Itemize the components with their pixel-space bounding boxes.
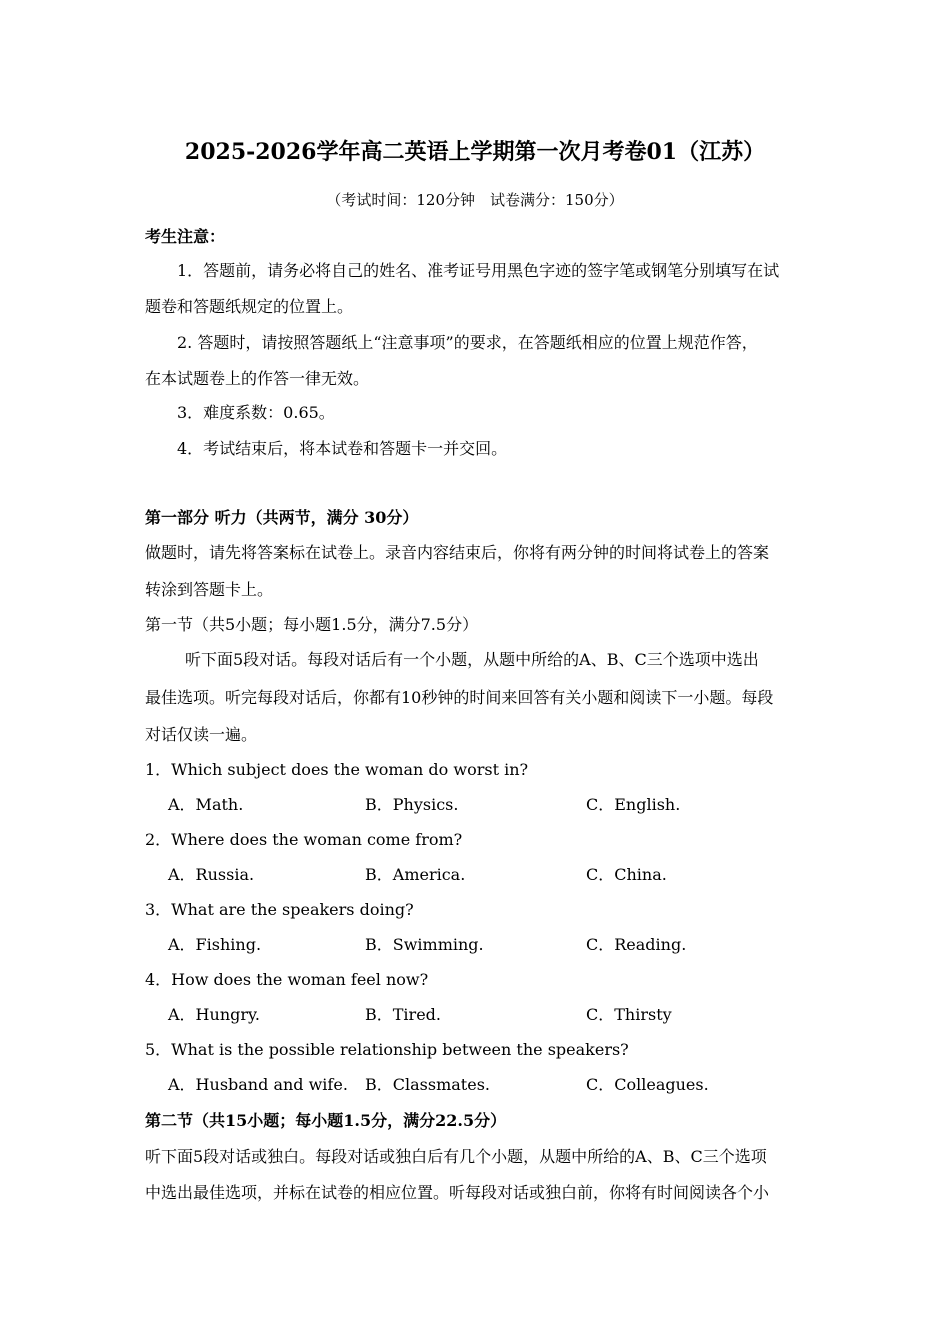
notice-line: 在本试题卷上的作答一律无效。 bbox=[145, 369, 370, 388]
question-stem: 1．Which subject does the woman do worst in? bbox=[145, 760, 529, 779]
option-b: B．America. bbox=[365, 865, 466, 884]
section1-intro-line: 对话仅读一遍。 bbox=[145, 725, 258, 744]
option-c: C．English. bbox=[586, 795, 681, 814]
notice-line: 2. 答题时，请按照答题纸上“注意事项”的要求，在答题纸相应的位置上规范作答， bbox=[177, 333, 758, 352]
part1-intro-line: 做题时，请先将答案标在试卷上。录音内容结束后，你将有两分钟的时间将试卷上的答案 bbox=[145, 543, 770, 562]
section1-intro-line: 听下面5段对话。每段对话后有一个小题，从题中所给的A、B、C三个选项中选出 bbox=[185, 650, 759, 669]
part1-intro-line: 转涂到答题卡上。 bbox=[145, 580, 274, 599]
notice-line: 题卷和答题纸规定的位置上。 bbox=[145, 297, 354, 316]
option-c: C．Colleagues. bbox=[586, 1075, 709, 1094]
question-stem: 3．What are the speakers doing? bbox=[145, 900, 414, 919]
notice-line: 1．答题前，请务必将自己的姓名、准考证号用黑色字迹的签字笔或钢笔分别填写在试 bbox=[177, 261, 780, 280]
section2-intro-line: 中选出最佳选项，并标在试卷的相应位置。听每段对话或独白前，你将有时间阅读各个小 bbox=[145, 1183, 770, 1202]
section1-intro-line: 最佳选项。听完每段对话后，你都有10秒钟的时间来回答有关小题和阅读下一小题。每段 bbox=[145, 688, 774, 707]
exam-subtitle: （考试时间：120分钟 试卷满分：150分） bbox=[326, 191, 624, 209]
option-b: B．Physics. bbox=[365, 795, 459, 814]
notice-line: 4．考试结束后，将本试卷和答题卡一并交回。 bbox=[177, 439, 508, 458]
question-stem: 4．How does the woman feel now? bbox=[145, 970, 429, 989]
option-b: B．Tired. bbox=[365, 1005, 441, 1024]
section1-heading: 第一节（共5小题；每小题1.5分，满分7.5分） bbox=[145, 615, 479, 634]
option-b: B．Swimming. bbox=[365, 935, 484, 954]
question-stem: 5．What is the possible relationship between the speakers? bbox=[145, 1040, 629, 1059]
notice-heading: 考生注意： bbox=[145, 227, 226, 246]
option-b: B．Classmates. bbox=[365, 1075, 490, 1094]
option-c: C．Thirsty bbox=[586, 1005, 672, 1024]
exam-title: 2025-2026学年高二英语上学期第一次月考卷01（江苏） bbox=[184, 139, 766, 165]
part1-heading: 第一部分 听力（共两节，满分 30分） bbox=[145, 508, 419, 527]
question-stem: 2．Where does the woman come from? bbox=[145, 830, 463, 849]
option-a: A．Husband and wife. bbox=[168, 1075, 348, 1094]
section2-intro-line: 听下面5段对话或独白。每段对话或独白后有几个小题，从题中所给的A、B、C三个选项 bbox=[145, 1147, 767, 1166]
option-c: C．China. bbox=[586, 865, 667, 884]
option-c: C．Reading. bbox=[586, 935, 687, 954]
option-a: A．Math. bbox=[168, 795, 244, 814]
option-a: A．Russia. bbox=[168, 865, 255, 884]
option-a: A．Fishing. bbox=[168, 935, 262, 954]
notice-line: 3．难度系数：0.65。 bbox=[177, 403, 335, 422]
section2-heading: 第二节（共15小题；每小题1.5分，满分22.5分） bbox=[145, 1111, 507, 1130]
option-a: A．Hungry. bbox=[168, 1005, 261, 1024]
